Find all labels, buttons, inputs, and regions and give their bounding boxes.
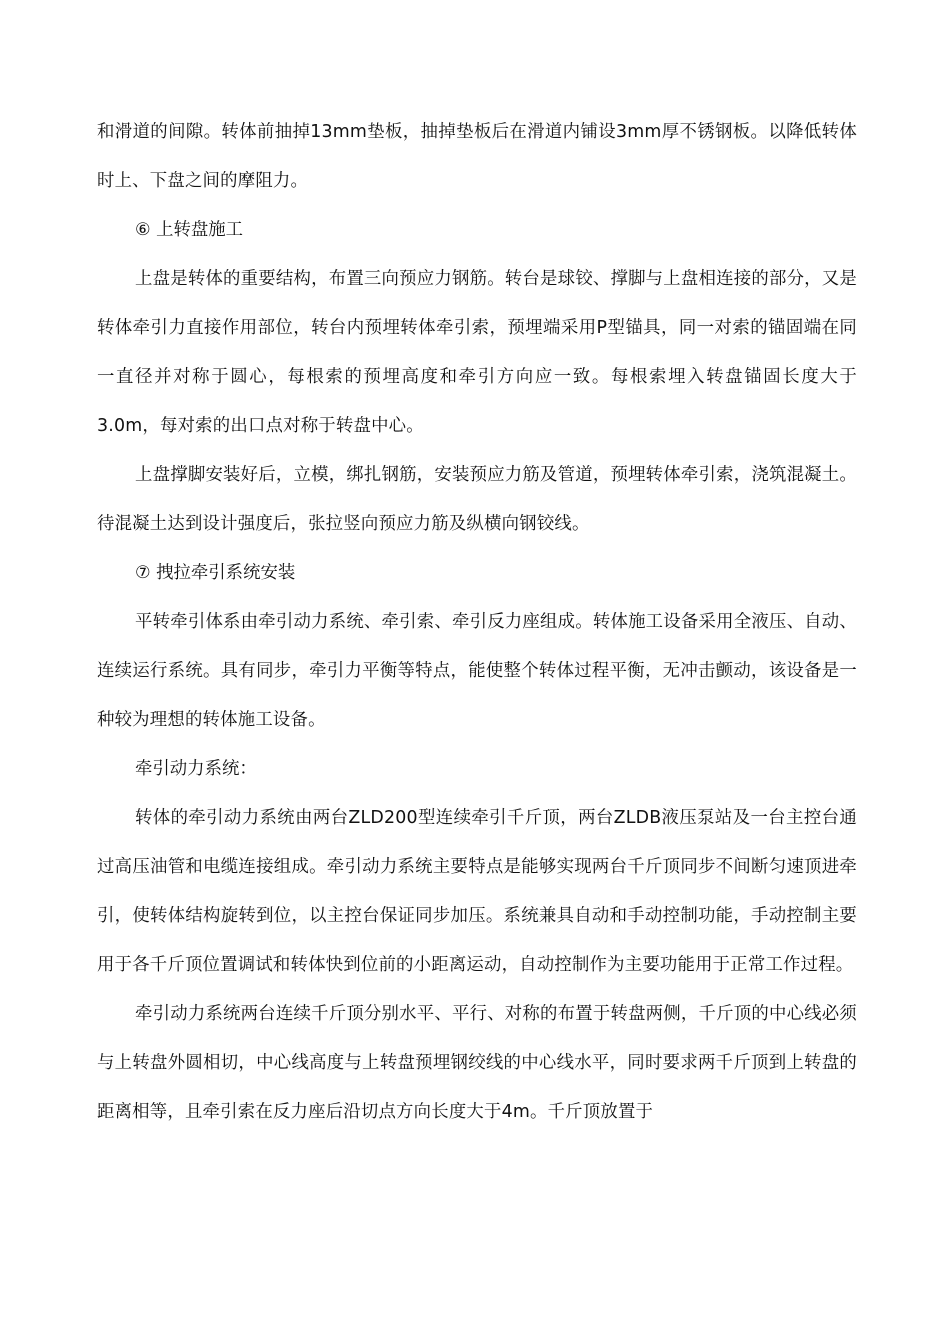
paragraph-jack-layout: 牵引动力系统两台连续千斤顶分别水平、平行、对称的布置于转盘两侧，千斤顶的中心线必须与上转盘外圆相切，中心线高度与上转盘预埋钢绞线的中心线水平，同时要求两千斤顶到上转盘的距离相等，且牵引索在反力座后沿切点方向长度大于4m。千斤顶放置于: [97, 1004, 857, 1122]
document-page: [97, 108, 857, 1137]
paragraph-traction-system: 平转牵引体系由牵引动力系统、牵引索、牵引反力座组成。转体施工设备采用全液压、自动、连续运行系统。具有同步，牵引力平衡等特点，能使整个转体过程平衡，无冲击颤动，该设备是一种较为理想的转体施工设备。: [97, 612, 857, 730]
paragraph-power-system-composition: 转体的牵引动力系统由两台ZLD200型连续牵引千斤顶，两台ZLDB液压泵站及一台主控台通过高压油管和电缆连接组成。牵引动力系统主要特点是能够实现两台千斤顶同步不间断匀速顶进牵引，使转体结构旋转到位，以主控台保证同步加压。系统兼具自动和手动控制功能，手动控制主要用于各千斤顶位置调试和转体快到位前的小距离运动，自动控制作为主要功能用于正常工作过程。: [97, 808, 857, 975]
subheading-traction-power-system: 牵引动力系统：: [135, 759, 257, 779]
section-heading-7: ⑦ 拽拉牵引系统安装: [135, 563, 296, 583]
paragraph-continuation: 和滑道的间隙。转体前抽掉13mm垫板，抽掉垫板后在滑道内铺设3mm厚不锈钢板。以降低转体时上、下盘之间的摩阻力。: [97, 122, 857, 191]
paragraph-upper-plate-construction: 上盘撑脚安装好后，立模，绑扎钢筋，安装预应力筋及管道，预埋转体牵引索，浇筑混凝土。待混凝土达到设计强度后，张拉竖向预应力筋及纵横向钢铰线。: [97, 465, 857, 534]
paragraph-upper-plate: 上盘是转体的重要结构，布置三向预应力钢筋。转台是球铰、撑脚与上盘相连接的部分，又是转体牵引力直接作用部位，转台内预埋转体牵引索，预埋端采用P型锚具，同一对索的锚固端在同一直径并对称于圆心，每根索的预埋高度和牵引方向应一致。每根索埋入转盘锚固长度大于3.0m，每对索的出口点对称于转盘中心。: [97, 269, 857, 436]
section-heading-6: ⑥ 上转盘施工: [135, 220, 244, 240]
